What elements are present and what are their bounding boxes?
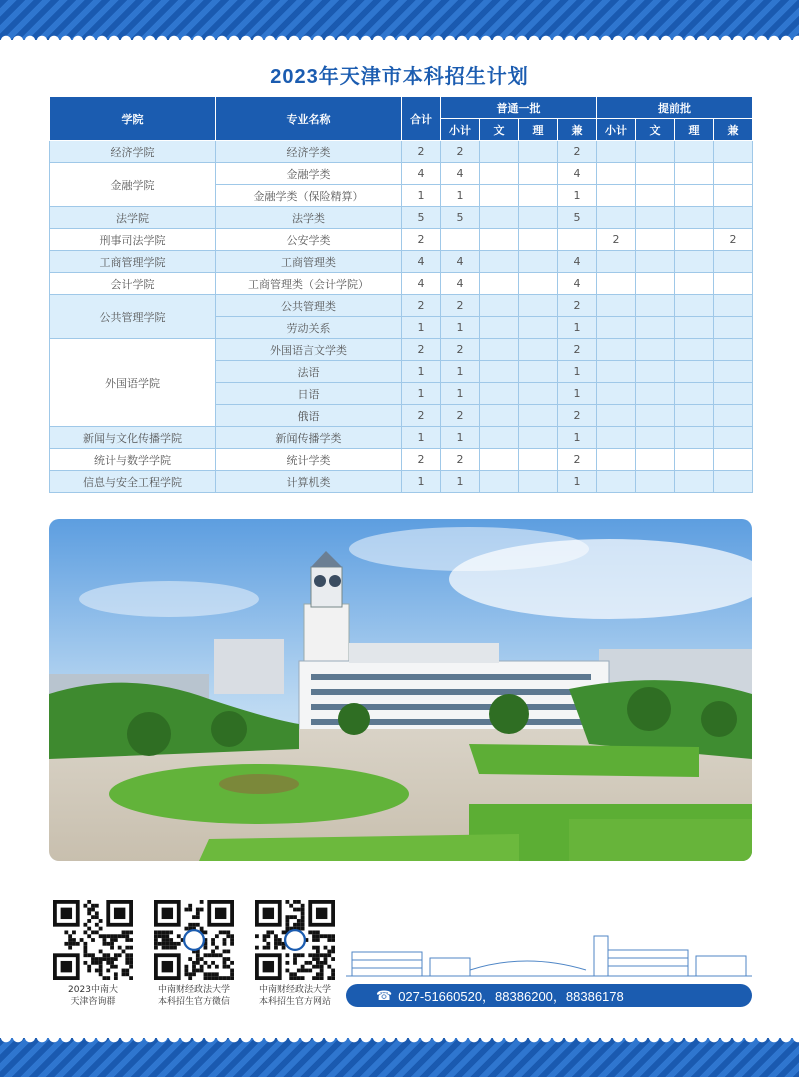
cell-early-arts: [636, 339, 675, 361]
cell-regular-both: 2: [558, 449, 597, 471]
cell-total: 1: [402, 317, 441, 339]
cell-major: 外国语言文学类: [216, 339, 402, 361]
cell-regular-arts: [480, 471, 519, 493]
cell-total: 1: [402, 383, 441, 405]
cell-major: 劳动关系: [216, 317, 402, 339]
cell-early-subtotal: 2: [597, 229, 636, 251]
cell-regular-subtotal: 1: [441, 427, 480, 449]
cell-regular-arts: [480, 449, 519, 471]
cell-major: 公安学类: [216, 229, 402, 251]
cell-regular-subtotal: 4: [441, 273, 480, 295]
cell-regular-arts: [480, 251, 519, 273]
cell-college: 统计与数学学院: [50, 449, 216, 471]
cell-early-both: [714, 339, 753, 361]
cell-regular-both: 2: [558, 295, 597, 317]
contact-phone-numbers: 027-51660520，88386200，88386178: [398, 989, 624, 1004]
header-g1-subtotal: 小计: [441, 119, 480, 141]
cell-early-both: [714, 295, 753, 317]
cell-early-arts: [636, 361, 675, 383]
qr-caption-line1: 2023中南大: [68, 985, 118, 995]
cell-regular-arts: [480, 361, 519, 383]
cell-total: 4: [402, 273, 441, 295]
cell-early-science: [675, 295, 714, 317]
qr-caption-line2: 天津咨询群: [70, 997, 116, 1007]
cell-regular-subtotal: 4: [441, 163, 480, 185]
cell-early-science: [675, 339, 714, 361]
cell-early-science: [675, 449, 714, 471]
cell-total: 5: [402, 207, 441, 229]
header-g1-both: 兼: [558, 119, 597, 141]
cell-regular-both: 2: [558, 141, 597, 163]
cell-regular-subtotal: 2: [441, 295, 480, 317]
cell-regular-both: 1: [558, 383, 597, 405]
cell-total: 4: [402, 163, 441, 185]
contact-phone-bar: [346, 984, 752, 1007]
cell-college: 公共管理学院: [50, 295, 216, 339]
cell-major: 新闻传播学类: [216, 427, 402, 449]
cell-early-both: [714, 449, 753, 471]
cell-major: 日语: [216, 383, 402, 405]
cell-early-science: [675, 163, 714, 185]
qr-caption-line1: 中南财经政法大学: [258, 985, 331, 995]
cell-regular-arts: [480, 427, 519, 449]
cell-early-science: [675, 207, 714, 229]
page-title: 2023年天津市本科招生计划: [270, 66, 529, 88]
cell-college: 新闻与文化传播学院: [50, 427, 216, 449]
cell-regular-arts: [480, 185, 519, 207]
cell-total: 1: [402, 427, 441, 449]
cell-regular-subtotal: 1: [441, 471, 480, 493]
qr-caption: [250, 984, 340, 1008]
cell-early-subtotal: [597, 163, 636, 185]
cell-early-subtotal: [597, 471, 636, 493]
table-header: [50, 97, 753, 141]
table-row: [50, 163, 753, 185]
cell-early-subtotal: [597, 251, 636, 273]
bottom-decorative-band: [0, 1038, 799, 1077]
cell-regular-arts: [480, 317, 519, 339]
cell-early-science: [675, 427, 714, 449]
cell-college: 法学院: [50, 207, 216, 229]
cell-early-subtotal: [597, 295, 636, 317]
table-row: [50, 141, 753, 163]
header-g2-arts: 文: [636, 119, 675, 141]
cell-regular-arts: [480, 207, 519, 229]
cell-regular-science: [519, 229, 558, 251]
cell-early-arts: [636, 295, 675, 317]
cell-early-subtotal: [597, 141, 636, 163]
qr-caption-line1: 中南财经政法大学: [157, 985, 230, 995]
cell-early-arts: [636, 141, 675, 163]
cell-early-science: [675, 251, 714, 273]
cell-early-both: [714, 185, 753, 207]
header-group-regular: 普通一批: [441, 97, 597, 119]
cell-regular-science: [519, 405, 558, 427]
cell-regular-arts: [480, 163, 519, 185]
cell-early-both: [714, 405, 753, 427]
cell-total: 4: [402, 251, 441, 273]
header-g2-science: 理: [675, 119, 714, 141]
cell-regular-both: 2: [558, 405, 597, 427]
cell-college: 会计学院: [50, 273, 216, 295]
cell-total: 2: [402, 449, 441, 471]
cell-early-arts: [636, 427, 675, 449]
cell-regular-science: [519, 427, 558, 449]
cell-early-arts: [636, 317, 675, 339]
qr-official-website[interactable]: [250, 900, 340, 1008]
cell-regular-science: [519, 317, 558, 339]
qr-caption: [48, 984, 138, 1008]
cell-regular-both: [558, 229, 597, 251]
qr-caption: [149, 984, 239, 1008]
cell-regular-both: 1: [558, 317, 597, 339]
cell-regular-arts: [480, 295, 519, 317]
cell-regular-both: 1: [558, 471, 597, 493]
cell-total: 2: [402, 295, 441, 317]
table-row: [50, 251, 753, 273]
cell-early-arts: [636, 207, 675, 229]
cell-college: 工商管理学院: [50, 251, 216, 273]
qr-official-wechat[interactable]: [149, 900, 239, 1008]
header-g2-both: 兼: [714, 119, 753, 141]
cell-regular-subtotal: 1: [441, 185, 480, 207]
cell-early-subtotal: [597, 339, 636, 361]
cell-early-both: [714, 383, 753, 405]
cell-early-science: [675, 317, 714, 339]
header-total: 合计: [402, 97, 441, 141]
cell-total: 2: [402, 405, 441, 427]
cell-regular-arts: [480, 141, 519, 163]
cell-total: 1: [402, 471, 441, 493]
header-g1-science: 理: [519, 119, 558, 141]
cell-regular-science: [519, 273, 558, 295]
cell-regular-science: [519, 163, 558, 185]
cell-early-arts: [636, 185, 675, 207]
qr-code-icon: [154, 900, 234, 980]
table-row: [50, 339, 753, 361]
cell-early-both: [714, 427, 753, 449]
cell-early-both: 2: [714, 229, 753, 251]
cell-early-science: [675, 383, 714, 405]
cell-regular-subtotal: 1: [441, 361, 480, 383]
cell-regular-arts: [480, 405, 519, 427]
cell-regular-subtotal: 4: [441, 251, 480, 273]
cell-regular-science: [519, 383, 558, 405]
cell-early-arts: [636, 383, 675, 405]
cell-early-subtotal: [597, 207, 636, 229]
cell-total: 2: [402, 141, 441, 163]
top-decorative-band: [0, 0, 799, 40]
table-row: [50, 229, 753, 251]
qr-code-icon: [255, 900, 335, 980]
cell-major: 统计学类: [216, 449, 402, 471]
table-row: [50, 471, 753, 493]
header-college: 学院: [50, 97, 216, 141]
cell-major: 金融学类: [216, 163, 402, 185]
cell-regular-arts: [480, 339, 519, 361]
cell-regular-subtotal: 2: [441, 141, 480, 163]
cell-college: 经济学院: [50, 141, 216, 163]
cell-regular-science: [519, 449, 558, 471]
qr-consult-group[interactable]: [48, 900, 138, 1008]
cell-major: 金融学类（保险精算）: [216, 185, 402, 207]
cell-college: 刑事司法学院: [50, 229, 216, 251]
cell-regular-arts: [480, 273, 519, 295]
cell-early-science: [675, 273, 714, 295]
cell-major: 俄语: [216, 405, 402, 427]
cell-regular-science: [519, 141, 558, 163]
cell-regular-both: 1: [558, 185, 597, 207]
cell-early-science: [675, 229, 714, 251]
cell-regular-subtotal: 1: [441, 383, 480, 405]
cell-major: 计算机类: [216, 471, 402, 493]
cell-regular-subtotal: 1: [441, 317, 480, 339]
cell-early-arts: [636, 273, 675, 295]
cell-regular-science: [519, 251, 558, 273]
cell-regular-subtotal: 2: [441, 405, 480, 427]
cell-regular-subtotal: 2: [441, 339, 480, 361]
cell-regular-both: 4: [558, 273, 597, 295]
table-row: [50, 449, 753, 471]
table-row: [50, 295, 753, 317]
cell-regular-science: [519, 339, 558, 361]
cell-college: 金融学院: [50, 163, 216, 207]
cell-early-both: [714, 317, 753, 339]
cell-regular-subtotal: 5: [441, 207, 480, 229]
cell-early-subtotal: [597, 383, 636, 405]
cell-early-subtotal: [597, 273, 636, 295]
cell-college: 外国语学院: [50, 339, 216, 427]
cell-early-subtotal: [597, 185, 636, 207]
cell-early-arts: [636, 163, 675, 185]
cell-regular-both: 5: [558, 207, 597, 229]
cell-total: 2: [402, 229, 441, 251]
cell-regular-arts: [480, 229, 519, 251]
cell-major: 公共管理类: [216, 295, 402, 317]
cell-major: 工商管理类: [216, 251, 402, 273]
table-body: [50, 141, 753, 493]
cell-early-subtotal: [597, 361, 636, 383]
cell-early-science: [675, 471, 714, 493]
header-g2-subtotal: 小计: [597, 119, 636, 141]
qr-caption-line2: 本科招生官方网站: [258, 997, 331, 1007]
header-major: 专业名称: [216, 97, 402, 141]
cell-early-both: [714, 207, 753, 229]
cell-early-subtotal: [597, 449, 636, 471]
cell-major: 法学类: [216, 207, 402, 229]
cell-early-arts: [636, 251, 675, 273]
cell-early-arts: [636, 405, 675, 427]
enrollment-plan-table: [49, 96, 753, 493]
cell-early-both: [714, 163, 753, 185]
table-row: [50, 427, 753, 449]
header-g1-arts: 文: [480, 119, 519, 141]
cell-regular-arts: [480, 383, 519, 405]
cell-early-subtotal: [597, 317, 636, 339]
campus-illustration: [49, 519, 752, 861]
cell-regular-subtotal: 2: [441, 449, 480, 471]
cell-early-science: [675, 185, 714, 207]
cell-early-arts: [636, 471, 675, 493]
cell-early-arts: [636, 229, 675, 251]
cell-major: 法语: [216, 361, 402, 383]
cell-regular-both: 1: [558, 361, 597, 383]
cell-regular-science: [519, 185, 558, 207]
campus-photo: [49, 519, 752, 861]
header-group-early: 提前批: [597, 97, 753, 119]
cell-early-both: [714, 471, 753, 493]
cell-total: 1: [402, 361, 441, 383]
cell-major: 工商管理类（会计学院）: [216, 273, 402, 295]
cell-regular-science: [519, 295, 558, 317]
cell-early-both: [714, 141, 753, 163]
phone-icon: ☎: [376, 987, 393, 1003]
cell-early-subtotal: [597, 405, 636, 427]
cell-early-arts: [636, 449, 675, 471]
cell-regular-both: 2: [558, 339, 597, 361]
cell-major: 经济学类: [216, 141, 402, 163]
cell-regular-subtotal: [441, 229, 480, 251]
cell-early-both: [714, 251, 753, 273]
campus-skyline-drawing: [346, 930, 752, 978]
table-row: [50, 273, 753, 295]
cell-early-science: [675, 361, 714, 383]
cell-regular-science: [519, 361, 558, 383]
cell-early-both: [714, 361, 753, 383]
qr-caption-line2: 本科招生官方微信: [157, 997, 230, 1007]
cell-early-science: [675, 141, 714, 163]
cell-total: 1: [402, 185, 441, 207]
cell-early-science: [675, 405, 714, 427]
cell-regular-science: [519, 207, 558, 229]
cell-college: 信息与安全工程学院: [50, 471, 216, 493]
qr-code-icon: [53, 900, 133, 980]
table-row: [50, 207, 753, 229]
cell-early-both: [714, 273, 753, 295]
cell-regular-both: 4: [558, 251, 597, 273]
cell-regular-both: 1: [558, 427, 597, 449]
cell-early-subtotal: [597, 427, 636, 449]
cell-total: 2: [402, 339, 441, 361]
cell-regular-both: 4: [558, 163, 597, 185]
cell-regular-science: [519, 471, 558, 493]
